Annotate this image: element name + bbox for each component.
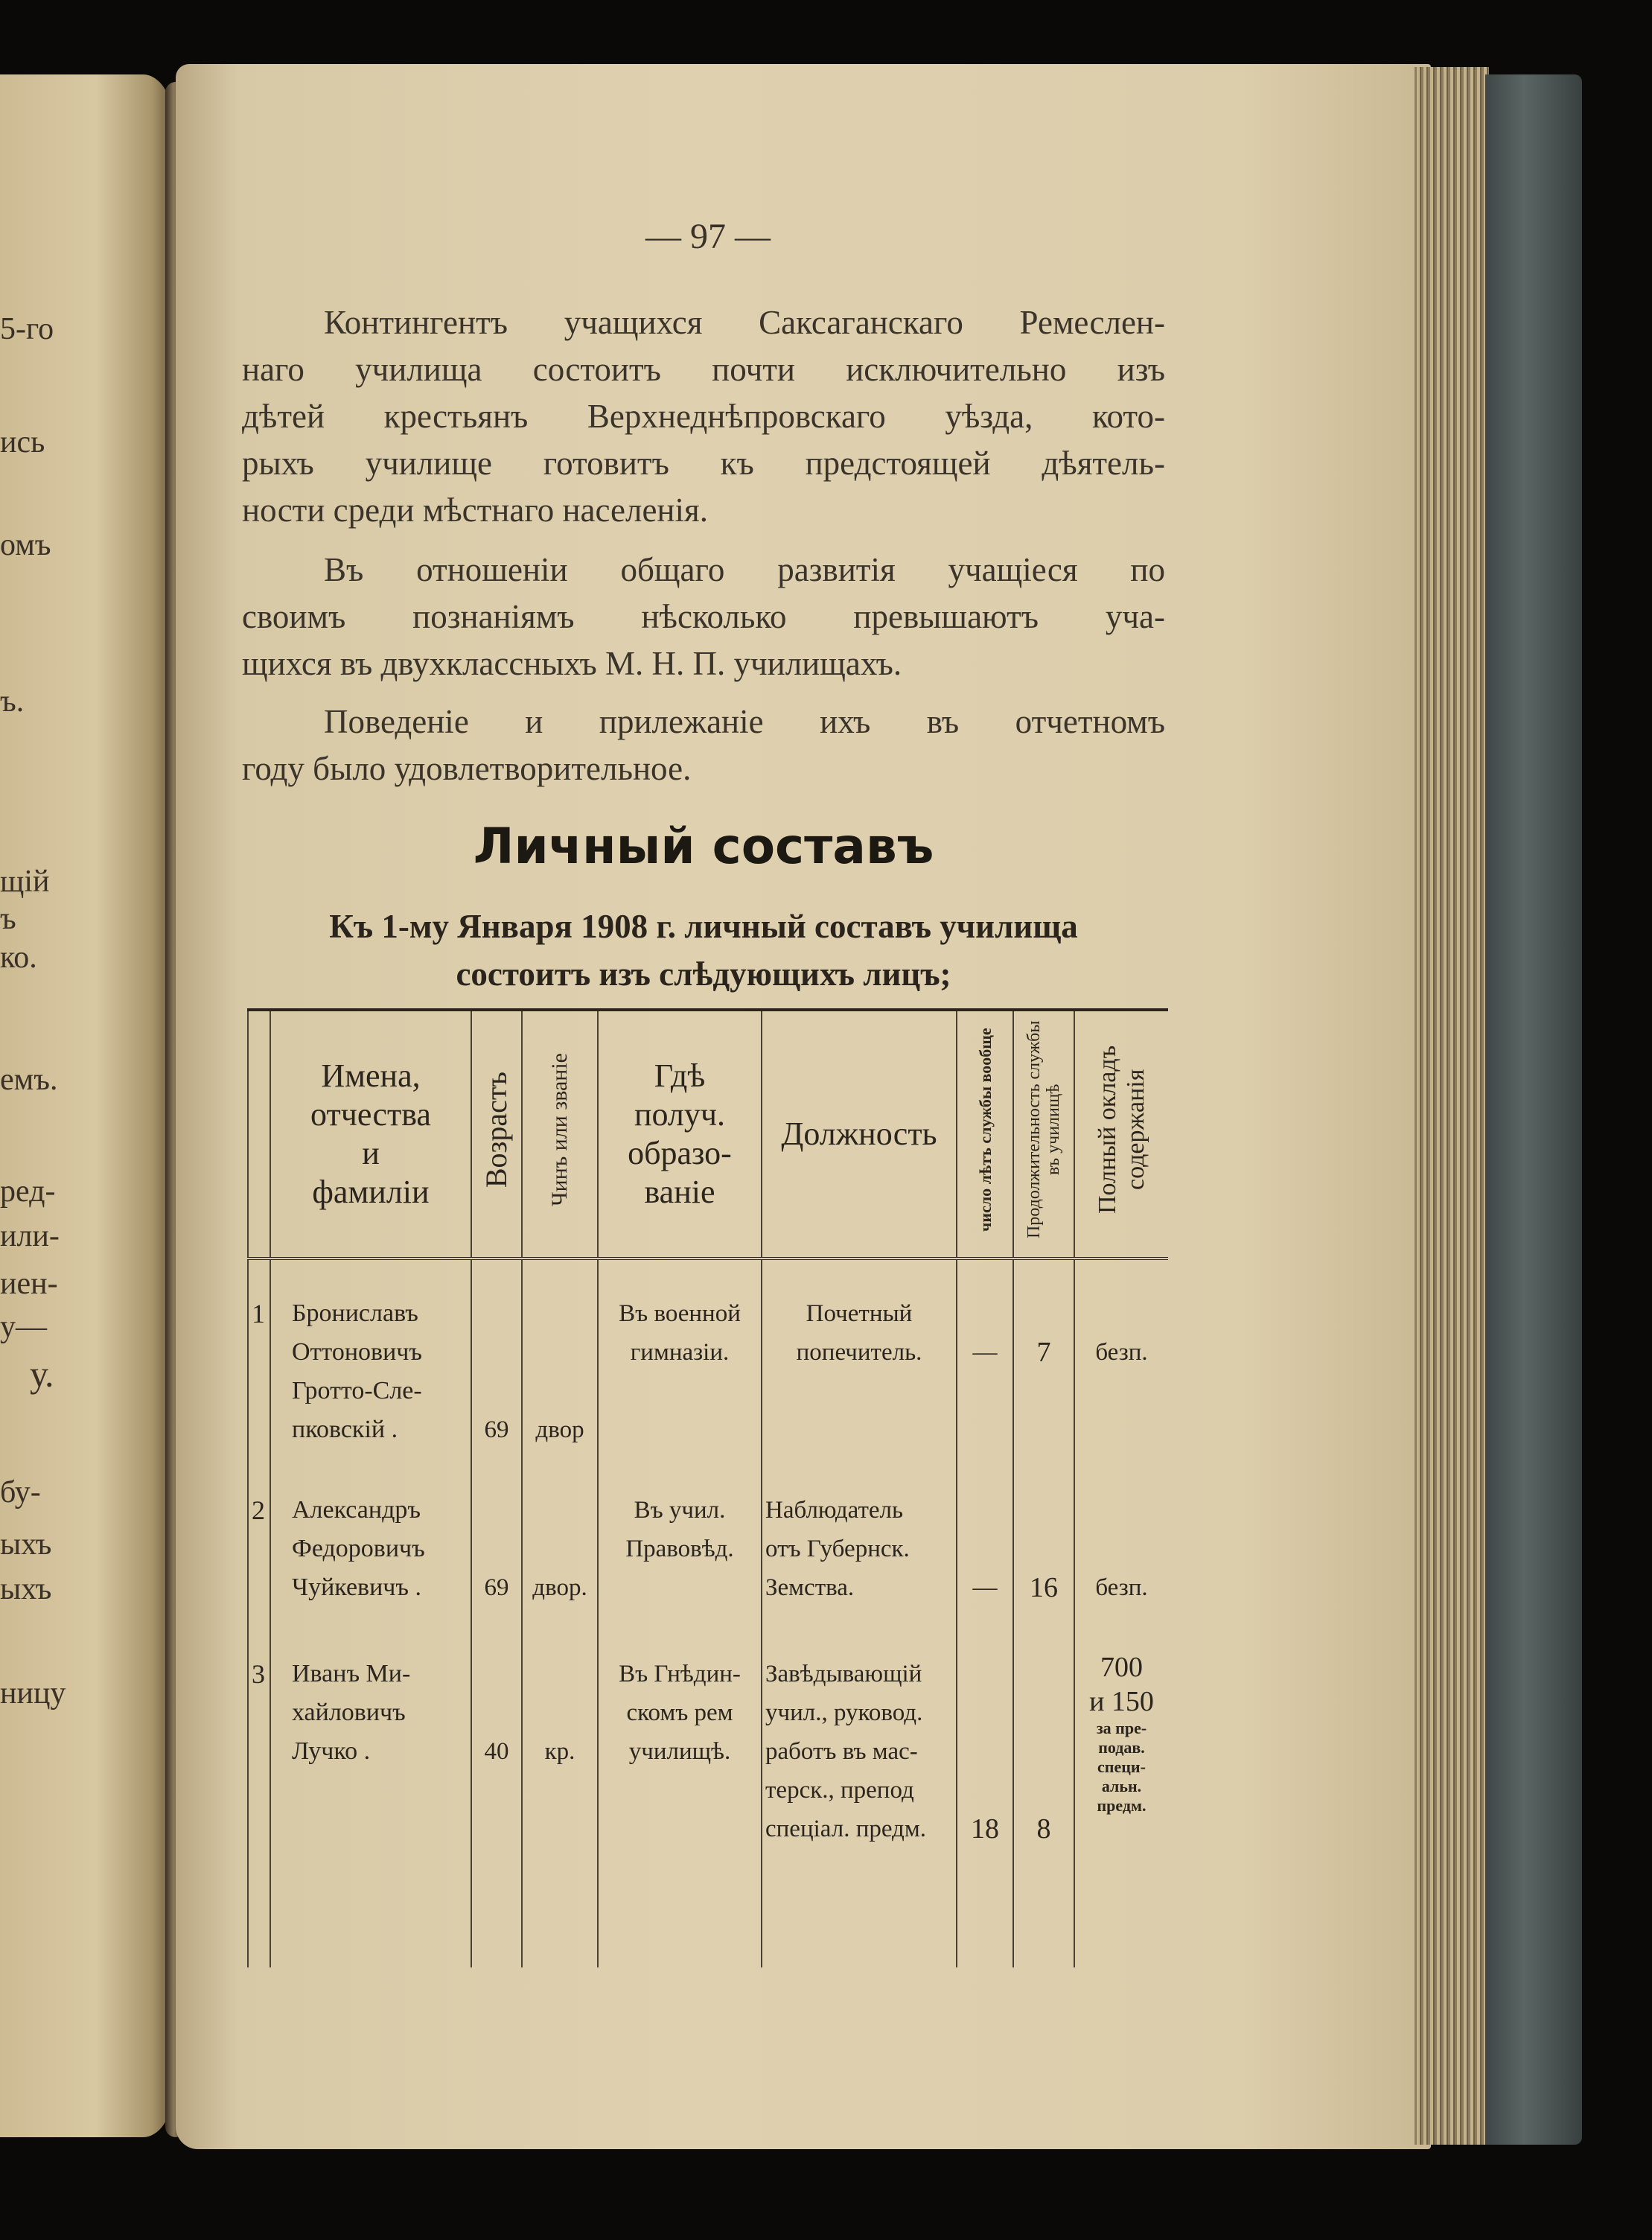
header-position: Должность bbox=[762, 1010, 957, 1259]
left-fragment: ъ. bbox=[0, 684, 25, 719]
paragraph-line: дѣтей крестьянъ Верхнеднѣпровскаго уѣзда, кото- bbox=[242, 398, 1165, 435]
paragraph-line: щихся въ двухклассныхъ М. Н. П. училищахъ. bbox=[242, 645, 902, 682]
left-fragment: щій bbox=[0, 865, 50, 899]
left-fragment: емъ. bbox=[0, 1063, 58, 1097]
row-service-school: 16 bbox=[1013, 1449, 1074, 1607]
row-salary: безп. bbox=[1074, 1259, 1168, 1449]
left-fragment: у. bbox=[30, 1353, 54, 1395]
paragraph-line: Контингентъ учащихся Саксаганскаго Ремеслен- bbox=[324, 304, 1165, 341]
row-position: Наблюдатель отъ Губернск. Земства. bbox=[762, 1449, 957, 1607]
left-fragment: ред- bbox=[0, 1174, 56, 1209]
left-fragment: или- bbox=[0, 1219, 60, 1253]
row-number: 1 bbox=[248, 1259, 270, 1449]
page-number: — 97 — bbox=[645, 217, 771, 256]
paragraph bbox=[242, 699, 1165, 792]
header-salary: Полный окладъ содержанія bbox=[1074, 1010, 1168, 1259]
header-num bbox=[248, 1010, 270, 1259]
row-age: 69 bbox=[471, 1449, 522, 1607]
paragraph-line: ности среди мѣстнаго населенія. bbox=[242, 491, 708, 529]
left-fragment: иен- bbox=[0, 1267, 58, 1301]
row-age: 69 bbox=[471, 1259, 522, 1449]
row-name: Александръ Федоровичъ Чуйкевичъ . bbox=[270, 1449, 471, 1607]
header-rank: Чинъ или званіе bbox=[522, 1010, 598, 1259]
row-service-total: — bbox=[957, 1449, 1013, 1607]
left-fragment: ись bbox=[0, 425, 45, 459]
row-service-total: — bbox=[957, 1259, 1013, 1449]
subtitle bbox=[242, 903, 1165, 998]
left-fragment: ыхъ bbox=[0, 1572, 52, 1606]
table-header-row bbox=[248, 1010, 1168, 1259]
table-row bbox=[248, 1449, 1168, 1607]
row-age: 40 bbox=[471, 1607, 522, 1967]
row-position: Почетный попечитель. bbox=[762, 1259, 957, 1449]
paragraph bbox=[242, 299, 1165, 534]
row-service-school: 7 bbox=[1013, 1259, 1074, 1449]
row-education: Въ учил. Правовѣд. bbox=[598, 1449, 762, 1607]
left-fragment: 5-го bbox=[0, 312, 54, 346]
subtitle-line: Къ 1-му Января 1908 г. личный составъ училища bbox=[329, 908, 1078, 945]
subtitle-line: состоитъ изъ слѣдующихъ лицъ; bbox=[456, 955, 951, 993]
row-rank: двор bbox=[522, 1259, 598, 1449]
table-row bbox=[248, 1259, 1168, 1449]
row-salary: безп. bbox=[1074, 1449, 1168, 1607]
row-rank: двор. bbox=[522, 1449, 598, 1607]
table-row bbox=[248, 1607, 1168, 1967]
row-education: Въ военной гимназіи. bbox=[598, 1259, 762, 1449]
section-title: Личный составъ bbox=[473, 818, 934, 875]
paragraph-line: году было удовлетворительное. bbox=[242, 750, 692, 787]
paragraph-line: Въ отношеніи общаго развитія учащіеся по bbox=[324, 551, 1165, 588]
header-service-total: число лѣтъ службы вообще bbox=[957, 1010, 1013, 1259]
row-service-school: 8 bbox=[1013, 1607, 1074, 1967]
paragraph bbox=[242, 547, 1165, 687]
header-education: Гдѣ получ. образо- ваніе bbox=[598, 1010, 762, 1259]
paragraph-line: наго училища состоитъ почти исключительно изъ bbox=[242, 351, 1165, 388]
row-service-total: 18 bbox=[957, 1607, 1013, 1967]
row-salary: 700 и 150 за пре- подав. специ- альн. предм. bbox=[1074, 1607, 1168, 1967]
paragraph-line: своимъ познаніямъ нѣсколько превышаютъ уча- bbox=[242, 598, 1165, 635]
row-number: 3 bbox=[248, 1607, 270, 1967]
row-rank: кр. bbox=[522, 1607, 598, 1967]
left-fragment: ыхъ bbox=[0, 1527, 52, 1562]
row-number: 2 bbox=[248, 1449, 270, 1607]
header-age: Возрастъ bbox=[471, 1010, 522, 1259]
left-fragment: у— bbox=[0, 1310, 47, 1344]
row-position: Завѣдывающій учил., руковод. работъ въ мас- терск., препод спеціал. предм. bbox=[762, 1607, 957, 1967]
row-name: Иванъ Ми- хайловичъ Лучко . bbox=[270, 1607, 471, 1967]
header-service-school: Продолжительность службы въ училищѣ bbox=[1013, 1010, 1074, 1259]
paragraph-line: рыхъ училище готовитъ къ предстоящей дѣятель- bbox=[242, 445, 1165, 482]
left-fragment: бу- bbox=[0, 1475, 41, 1509]
header-name: Имена, отчества и фамиліи bbox=[270, 1010, 471, 1259]
row-name: Брониславъ Оттоновичъ Гротто-Сле- пковскій . bbox=[270, 1259, 471, 1449]
left-fragment: ницу bbox=[0, 1676, 66, 1711]
row-education: Въ Гнѣдин- скомъ рем училищѣ. bbox=[598, 1607, 762, 1967]
left-fragment: ко. bbox=[0, 941, 37, 975]
left-fragment: ъ bbox=[0, 902, 16, 936]
left-fragment: омъ bbox=[0, 528, 51, 562]
paragraph-line: Поведеніе и прилежаніе ихъ въ отчетномъ bbox=[324, 703, 1165, 740]
staff-table bbox=[247, 1008, 1168, 1967]
